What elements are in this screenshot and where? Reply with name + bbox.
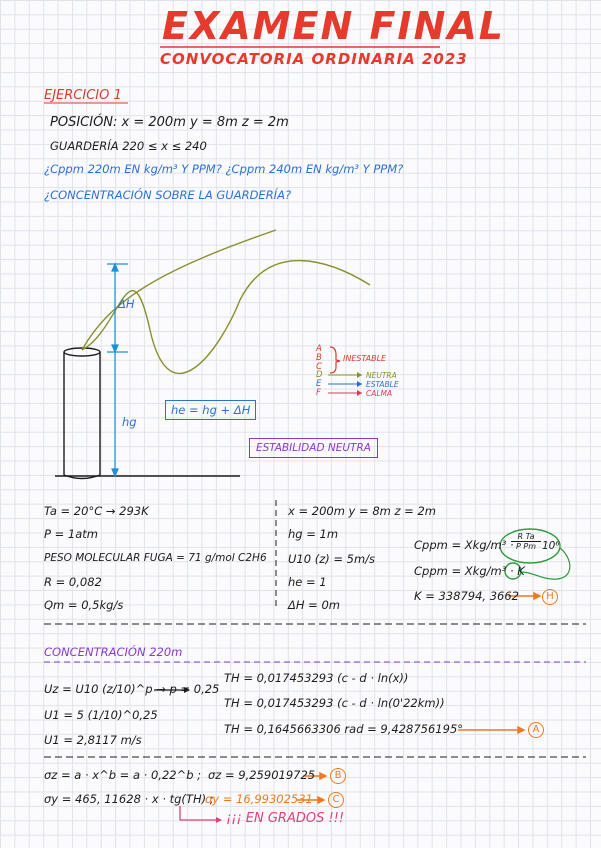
mark-b: B bbox=[330, 768, 346, 784]
r-line: R = 0,082 bbox=[44, 575, 102, 589]
sigma-y-formula: σy = 465, 11628 · x · tg(TH) ; bbox=[44, 792, 214, 806]
legend-neutra: NEUTRA bbox=[366, 371, 397, 380]
stability-box: ESTABILIDAD NEUTRA bbox=[249, 438, 378, 458]
legend-letter-b: B bbox=[316, 352, 322, 363]
legend-calma: CALMA bbox=[366, 389, 393, 398]
pressure-line: P = 1atm bbox=[44, 527, 98, 541]
k-value-line: K = 338794, 3662 bbox=[414, 589, 519, 603]
stability-legend-letters bbox=[316, 345, 323, 398]
theta-formula-1: TH = 0,017453293 (c - d · ln(x)) bbox=[224, 671, 409, 685]
plume-lower-curve bbox=[82, 261, 370, 374]
he-value-line: he = 1 bbox=[288, 575, 327, 589]
legend-letter-a: A bbox=[316, 344, 322, 354]
legend-letter-c: C bbox=[316, 361, 322, 372]
legend-inestable: INESTABLE bbox=[343, 354, 387, 363]
rta-numerator: R Ta bbox=[511, 532, 541, 542]
delta-h-value-line: ΔH = 0m bbox=[288, 598, 340, 612]
question-cppm: ¿Cppm 220m EN kg/m³ Y PPM? ¿Cppm 240m EN kg/m³ Y PPM? bbox=[44, 162, 404, 176]
u10-line: U10 (z) = 5m/s bbox=[288, 552, 376, 566]
legend-letter-f: F bbox=[316, 387, 321, 398]
legend-letter-d: D bbox=[316, 370, 323, 381]
molecular-weight-line: PESO MOLECULAR FUGA = 71 g/mol C2H6 bbox=[44, 552, 267, 564]
legend-estable: ESTABLE bbox=[366, 380, 399, 389]
concentration-heading: CONCENTRACIÓN 220m bbox=[44, 645, 183, 659]
power-ten: 10⁶ bbox=[542, 540, 560, 552]
sigma-z-value: σz = 9,259019725 bbox=[208, 768, 316, 782]
sigma-y-value: σy = 16,99302531 bbox=[205, 792, 313, 806]
u1-formula-line: U1 = 5 (1/10)^0,25 bbox=[44, 708, 158, 722]
theta-value-line: TH = 0,1645663306 rad = 9,428756195° bbox=[224, 722, 464, 736]
degrees-note: ¡¡¡ EN GRADOS !!! bbox=[226, 811, 345, 826]
hg-label: hg bbox=[122, 415, 137, 429]
he-formula-box: he = hg + ΔH bbox=[165, 400, 256, 420]
legend-letter-e: E bbox=[316, 379, 322, 390]
page-title: EXAMEN FINAL bbox=[162, 4, 505, 48]
cppm-formula-1: Cppm = Xkg/m³ · bbox=[414, 538, 514, 552]
legend-bracket bbox=[330, 347, 340, 373]
position-xyz-line: x = 200m y = 8m z = 2m bbox=[288, 504, 436, 518]
plume-upper-curve bbox=[82, 230, 276, 350]
note-arrow bbox=[180, 806, 218, 820]
delta-h-label: ΔH bbox=[118, 297, 135, 311]
chimney-drawing bbox=[64, 348, 100, 479]
hg-value-line: hg = 1m bbox=[288, 527, 339, 541]
question-concentration: ¿CONCENTRACIÓN SOBRE LA GUARDERÍA? bbox=[44, 188, 292, 202]
guarderia-line: GUARDERÍA 220 ≤ x ≤ 240 bbox=[50, 139, 207, 153]
theta-formula-2: TH = 0,017453293 (c - d · ln(0'22km)) bbox=[224, 696, 445, 710]
exercise-heading: EJERCICIO 1 bbox=[44, 88, 122, 103]
rta-denominator: P Pm bbox=[516, 542, 536, 551]
u1-value-line: U1 = 2,8117 m/s bbox=[44, 733, 142, 747]
position-line: POSICIÓN: x = 200m y = 8m z = 2m bbox=[50, 115, 289, 130]
mark-c: C bbox=[328, 792, 344, 808]
ta-line: Ta = 20°C → 293K bbox=[44, 504, 149, 518]
legend-arrows bbox=[328, 372, 362, 396]
qm-line: Qm = 0,5kg/s bbox=[44, 598, 124, 612]
mark-h: H bbox=[542, 589, 558, 605]
cppm-formula-2: Cppm = Xkg/m³ · K bbox=[414, 564, 525, 578]
mark-a: A bbox=[528, 722, 544, 738]
page-subtitle: CONVOCATORIA ORDINARIA 2023 bbox=[160, 50, 468, 68]
sigma-z-formula: σz = a · x^b = a · 0,22^b ; bbox=[44, 768, 202, 782]
rta-fraction bbox=[511, 532, 541, 551]
wind-profile-line: Uz = U10 (z/10)^p → p = 0,25 bbox=[44, 682, 220, 696]
